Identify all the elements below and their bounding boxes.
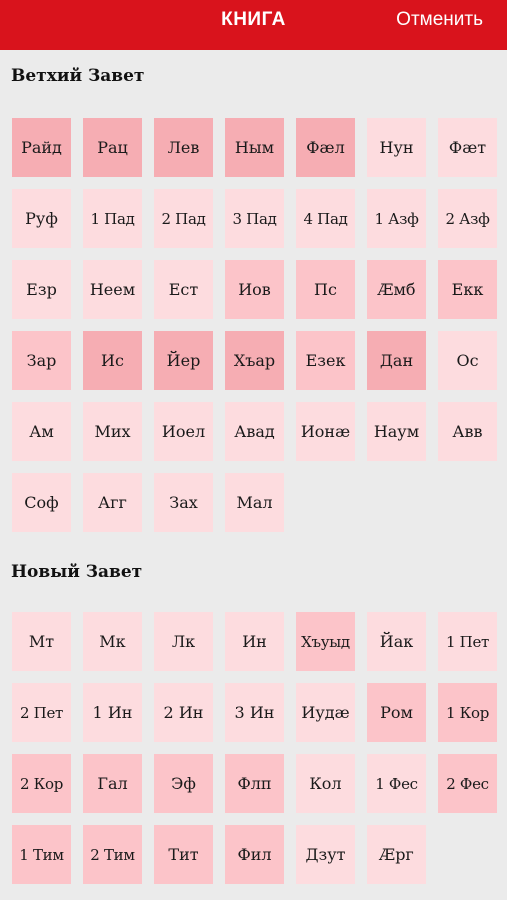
book-tile[interactable]: Кол [296, 754, 355, 813]
book-tile[interactable]: Наум [367, 402, 426, 461]
book-tile[interactable]: Ин [225, 612, 284, 671]
book-tile[interactable]: Йер [154, 331, 213, 390]
book-tile[interactable]: Иов [225, 260, 284, 319]
book-tile[interactable]: Гал [83, 754, 142, 813]
book-tile[interactable]: Мк [83, 612, 142, 671]
book-tile[interactable]: Йак [367, 612, 426, 671]
book-tile[interactable]: Зах [154, 473, 213, 532]
book-tile[interactable]: Ест [154, 260, 213, 319]
page-title: КНИГА [221, 9, 286, 30]
book-tile[interactable]: 2 Кор [12, 754, 71, 813]
book-tile[interactable]: 1 Пет [438, 612, 497, 671]
book-tile[interactable]: Езр [12, 260, 71, 319]
new-testament-heading: Новый Завет [11, 562, 143, 582]
book-tile[interactable]: Фил [225, 825, 284, 884]
book-tile[interactable]: Фæл [296, 118, 355, 177]
book-tile[interactable]: Фæт [438, 118, 497, 177]
book-tile[interactable]: Нун [367, 118, 426, 177]
book-tile[interactable]: Ос [438, 331, 497, 390]
book-tile[interactable]: 1 Ин [83, 683, 142, 742]
book-tile[interactable]: 1 Азф [367, 189, 426, 248]
book-tile[interactable]: 1 Фес [367, 754, 426, 813]
old-testament-heading: Ветхий Завет [11, 66, 145, 86]
cancel-button[interactable]: Отменить [396, 9, 483, 30]
book-tile[interactable]: Ам [12, 402, 71, 461]
book-tile[interactable]: 4 Пад [296, 189, 355, 248]
book-tile[interactable]: Æмб [367, 260, 426, 319]
book-tile[interactable]: Ис [83, 331, 142, 390]
book-tile[interactable]: Мал [225, 473, 284, 532]
book-tile[interactable]: Лк [154, 612, 213, 671]
book-tile[interactable]: 2 Ин [154, 683, 213, 742]
book-tile[interactable]: Дан [367, 331, 426, 390]
book-tile[interactable]: 2 Пет [12, 683, 71, 742]
book-tile[interactable]: Дзут [296, 825, 355, 884]
book-tile[interactable]: Райд [12, 118, 71, 177]
book-tile[interactable]: Зар [12, 331, 71, 390]
book-tile[interactable]: Авад [225, 402, 284, 461]
book-tile[interactable]: Агг [83, 473, 142, 532]
book-tile[interactable]: 1 Пад [83, 189, 142, 248]
book-tile[interactable]: Лев [154, 118, 213, 177]
book-tile[interactable]: Флп [225, 754, 284, 813]
book-tile[interactable]: 2 Тим [83, 825, 142, 884]
book-tile[interactable]: Руф [12, 189, 71, 248]
book-tile[interactable]: 1 Тим [12, 825, 71, 884]
book-tile[interactable]: Езек [296, 331, 355, 390]
book-tile[interactable]: 2 Фес [438, 754, 497, 813]
top-bar [0, 0, 507, 50]
book-tile[interactable]: Ионæ [296, 402, 355, 461]
book-tile[interactable]: 3 Пад [225, 189, 284, 248]
book-tile[interactable]: Екк [438, 260, 497, 319]
book-tile[interactable]: 1 Кор [438, 683, 497, 742]
book-tile[interactable]: Хъар [225, 331, 284, 390]
book-tile[interactable]: Ром [367, 683, 426, 742]
book-tile[interactable]: Эф [154, 754, 213, 813]
book-tile[interactable]: Иудæ [296, 683, 355, 742]
book-tile[interactable]: Æрг [367, 825, 426, 884]
book-tile[interactable]: Мих [83, 402, 142, 461]
book-tile[interactable]: Мт [12, 612, 71, 671]
book-tile[interactable]: Иоел [154, 402, 213, 461]
book-tile[interactable]: Тит [154, 825, 213, 884]
book-tile[interactable]: 2 Азф [438, 189, 497, 248]
old-testament-grid [12, 118, 497, 532]
book-tile[interactable]: Рац [83, 118, 142, 177]
book-tile[interactable]: Соф [12, 473, 71, 532]
new-testament-grid [12, 612, 497, 884]
book-tile[interactable]: Неем [83, 260, 142, 319]
book-tile[interactable]: 2 Пад [154, 189, 213, 248]
book-tile[interactable]: Хъуыд [296, 612, 355, 671]
book-tile[interactable]: Пс [296, 260, 355, 319]
book-tile[interactable]: Ным [225, 118, 284, 177]
book-tile[interactable]: Авв [438, 402, 497, 461]
book-tile[interactable]: 3 Ин [225, 683, 284, 742]
